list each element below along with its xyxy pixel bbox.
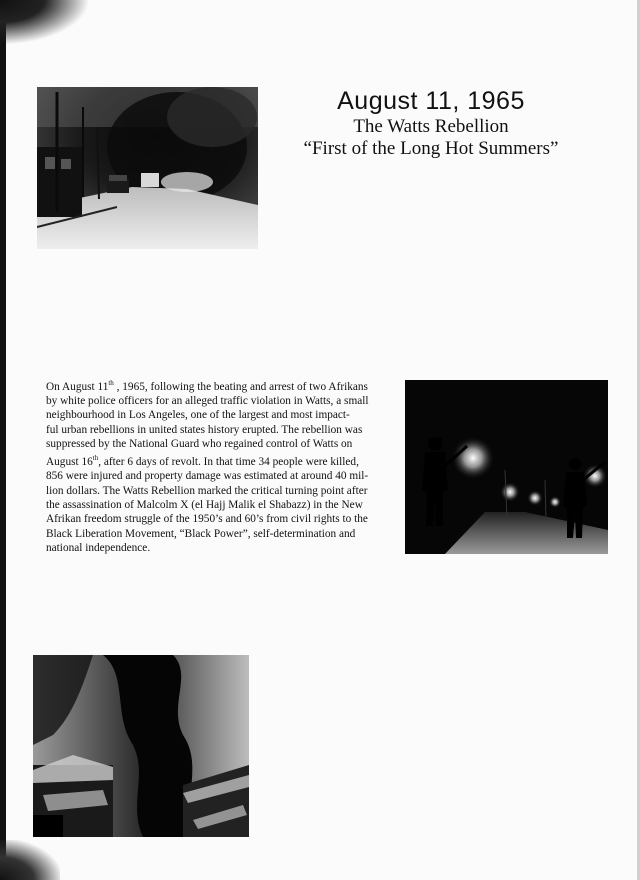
article-line: the assassination of Malcolm X (el Hajj Malik el Shabazz) in the New <box>46 498 363 511</box>
smoke-over-rooftops-photo <box>33 655 249 837</box>
article-line: Black Liberation Movement, “Black Power”, self-determination and <box>46 527 356 540</box>
article-line: August 16th, after 6 days of revolt. In that time 34 people were killed, <box>46 454 359 469</box>
title-block <box>262 86 600 160</box>
scan-corner-bottom-left <box>0 840 60 880</box>
article-line: 856 were injured and property damage was estimated at around 40 mil- <box>46 470 369 483</box>
ordinal-suffix: th <box>92 454 99 463</box>
page-title: August 11, 1965 <box>337 87 525 115</box>
burning-street-photo <box>37 87 258 249</box>
article-line: national independence. <box>46 541 151 554</box>
ordinal-suffix: th <box>108 379 114 387</box>
article-line: ful urban rebellions in united states history erupted. The rebellion was <box>46 423 363 436</box>
article-line: On August 11th , 1965, following the beating and arrest of two Afrikans <box>46 379 368 393</box>
scan-edge-left <box>0 0 6 880</box>
article-line: Afrikan freedom struggle of the 1950’s and 60’s from civil rights to the <box>46 513 368 526</box>
article-body <box>46 376 400 555</box>
article-paragraph <box>46 376 400 555</box>
scan-corner-top-left <box>0 0 90 45</box>
page-tagline: “First of the Long Hot Summers” <box>303 138 559 159</box>
article-line: by white police officers for an alleged traffic violation in Watts, a small <box>46 395 369 408</box>
article-line: suppressed by the National Guard who regained control of Watts on <box>46 437 353 450</box>
page-subtitle: The Watts Rebellion <box>353 116 509 137</box>
national-guard-silhouettes-photo <box>405 380 608 554</box>
article-line: neighbourhood in Los Angeles, one of the largest and most impact- <box>46 409 350 422</box>
article-line: lion dollars. The Watts Rebellion marked the critical turning point after <box>46 484 368 497</box>
